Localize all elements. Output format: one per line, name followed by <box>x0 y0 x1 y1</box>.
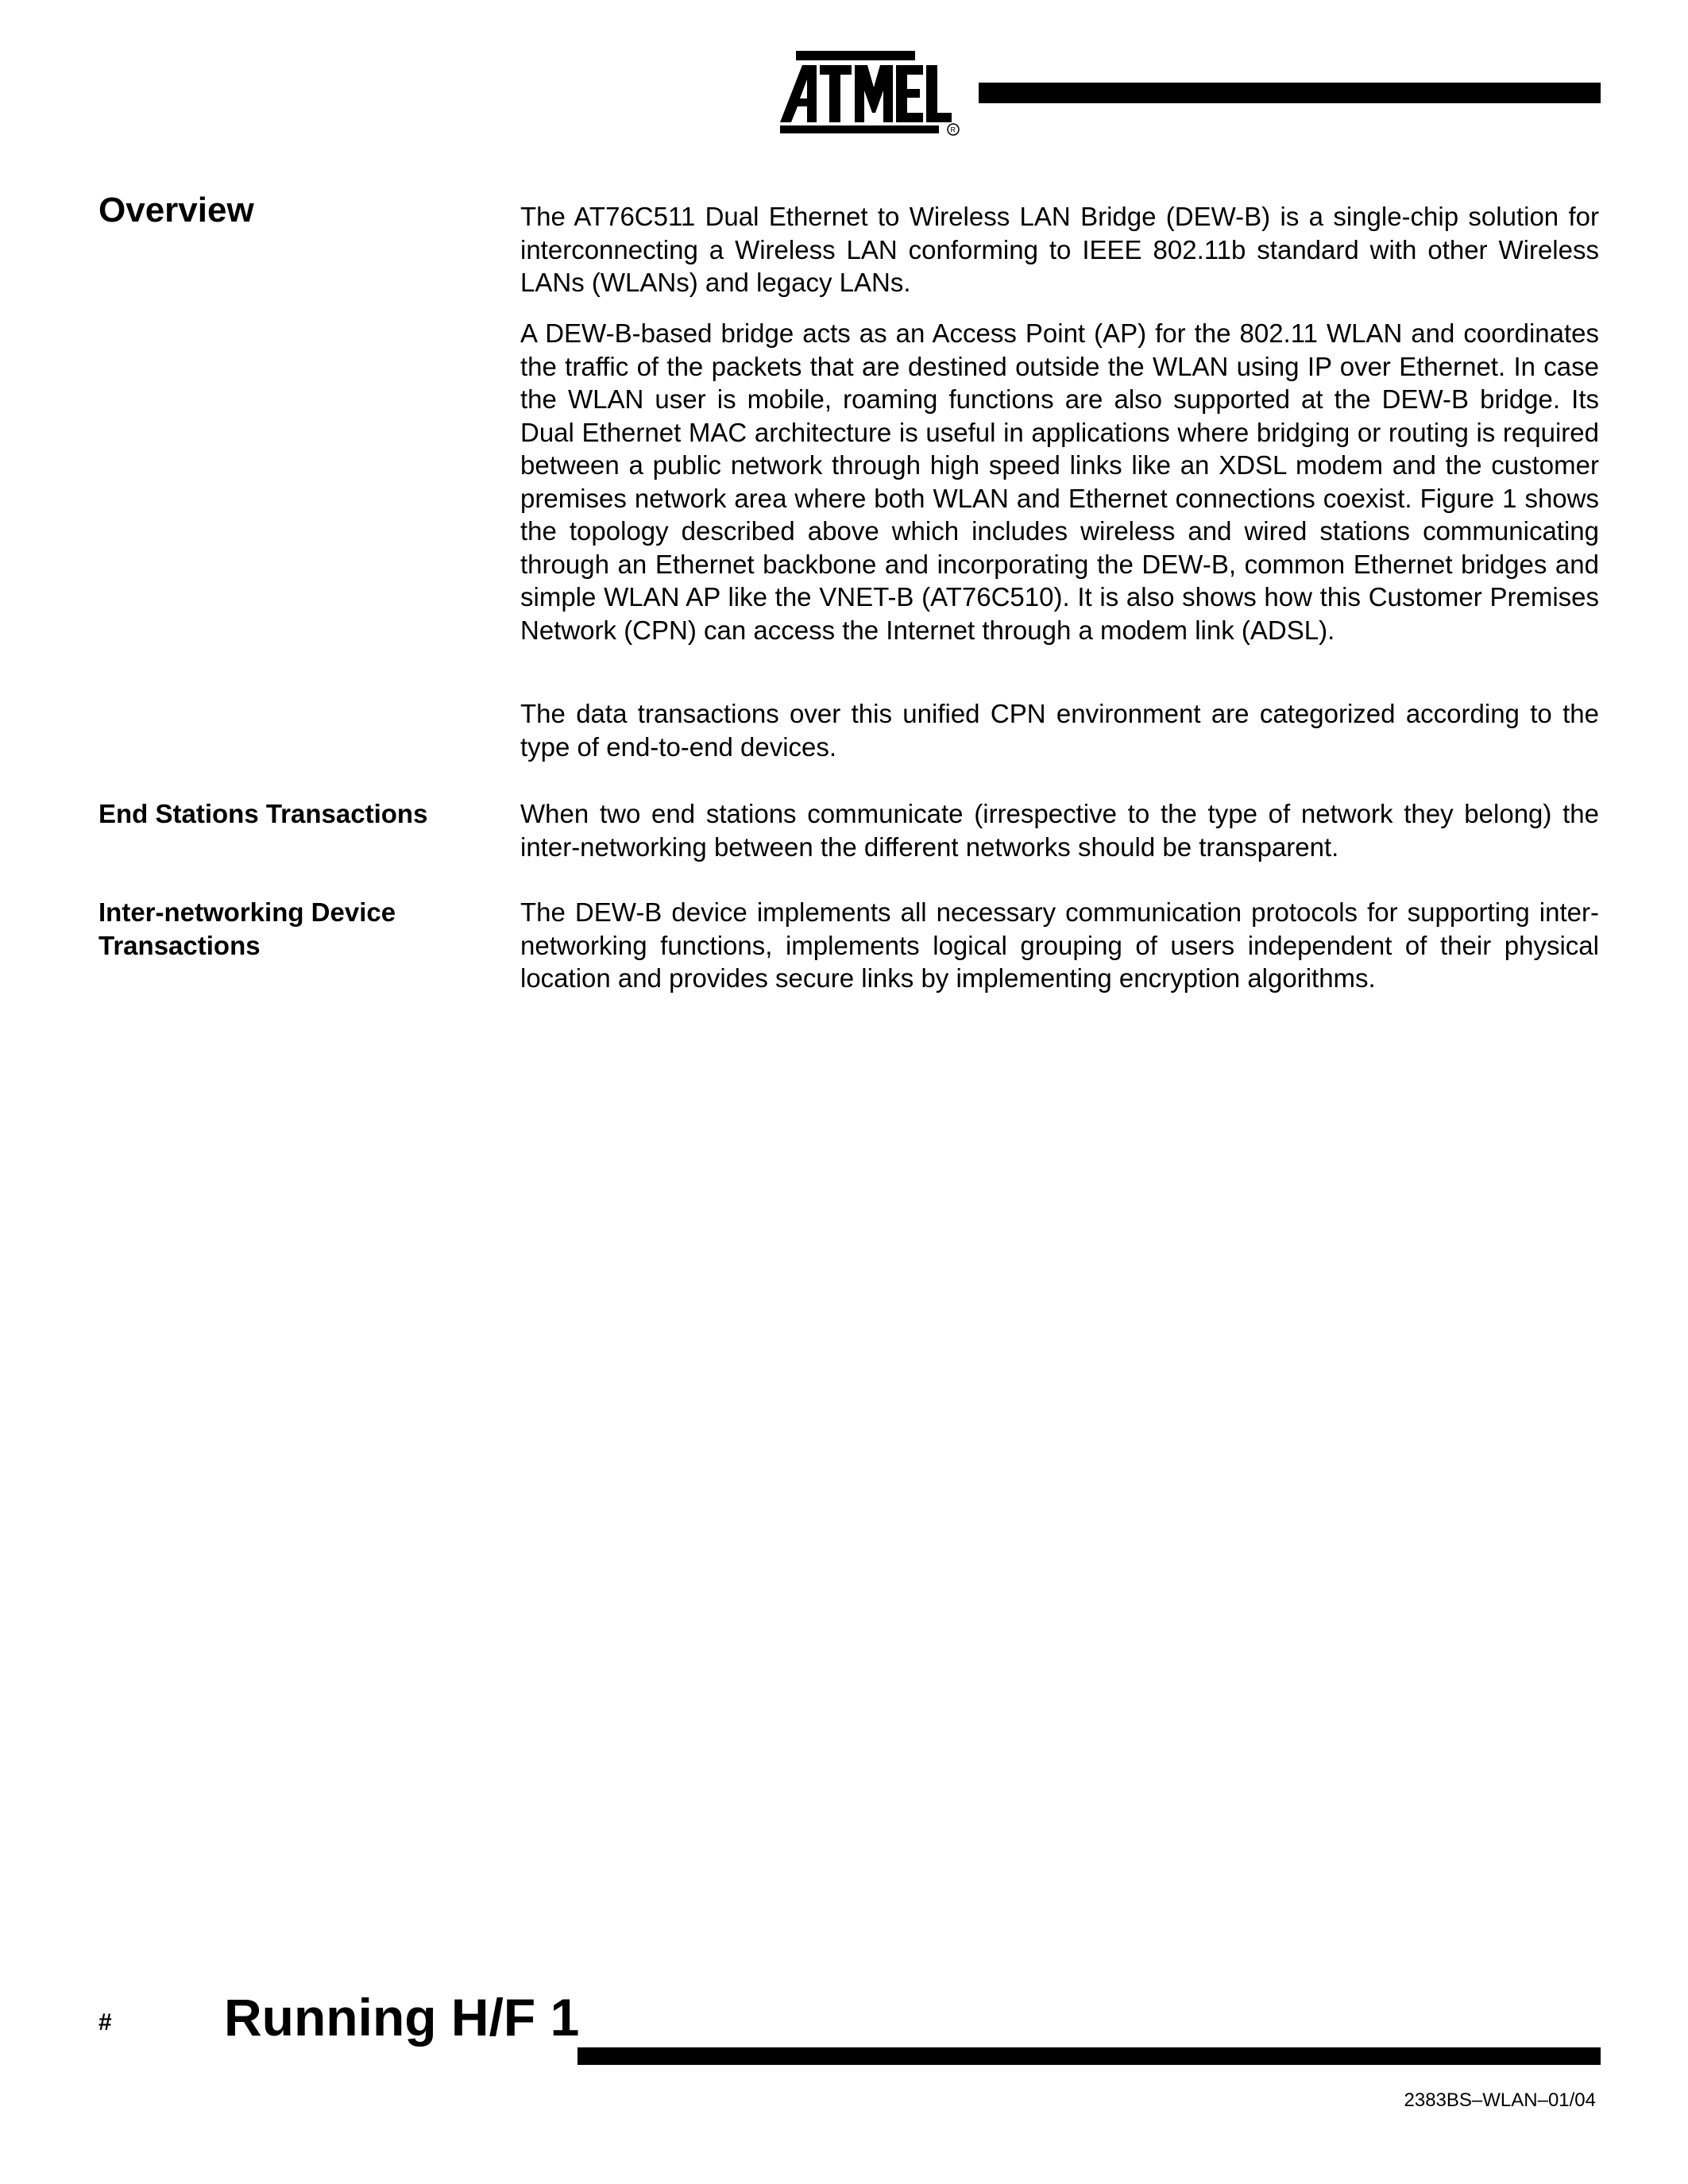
overview-paragraph-2: A DEW-B-based bridge acts as an Access Point (AP) for the 802.11 WLAN and coordinates the traffic of the packets that are destined outside the WLAN using IP over Ethernet. In case the WLAN user is mobile, roaming functions are also supported at the DEW-B bridge. Its Dual Ethernet MAC architecture is useful in applications where bridging or routing is required between a public network through high speed links like an XDSL modem and the customer premises network area where both WLAN and Ethernet connections coexist. Figure 1 shows the topology described above which includes wireless and wired stations communicating through an Ethernet backbone and incorporating the DEW-B, common Ethernet bridges and simple WLAN AP like the VNET-B (AT76C510). It is also shows how this Customer Premises Network (CPN) can access the Internet through a modem link (ADSL). <box>520 318 1599 645</box>
overview-paragraph-3: The data transactions over this unified CPN environment are categorized according to the type of end-to-end devices. <box>520 699 1599 762</box>
section-title-end-stations: End Stations Transactions <box>98 799 428 828</box>
section-title-inter-line2: Transactions <box>98 931 261 960</box>
atmel-logo <box>780 49 961 137</box>
document-number: 2383BS–WLAN–01/04 <box>1404 2089 1596 2111</box>
atmel-logo-icon <box>780 49 961 137</box>
section-title-overview: Overview <box>98 191 254 230</box>
running-title: Running H/F 1 <box>224 1988 580 2047</box>
overview-paragraph-1: The AT76C511 Dual Ethernet to Wireless LAN Bridge (DEW-B) is a single-chip solution for interconnecting a Wireless LAN conforming to IEEE 802.11b standard with other Wireless LANs (WLANs) and legacy LANs. <box>520 202 1599 297</box>
section-title-inter-line1: Inter-networking Device <box>98 897 396 927</box>
footer-rule <box>577 2047 1601 2065</box>
page-marker: # <box>98 2009 112 2035</box>
header-rule <box>979 83 1601 103</box>
end-stations-paragraph: When two end stations communicate (irrespective to the type of network they belong) the inter-networking between the different networks should be transparent. <box>520 799 1599 862</box>
registered-mark: R <box>950 125 956 134</box>
inter-networking-paragraph: The DEW-B device implements all necessary communication protocols for supporting inter-networking functions, implements logical grouping of users independent of their physical location and provides secure links by implementing encryption algorithms. <box>520 897 1599 993</box>
section-title-inter-networking <box>98 896 480 963</box>
